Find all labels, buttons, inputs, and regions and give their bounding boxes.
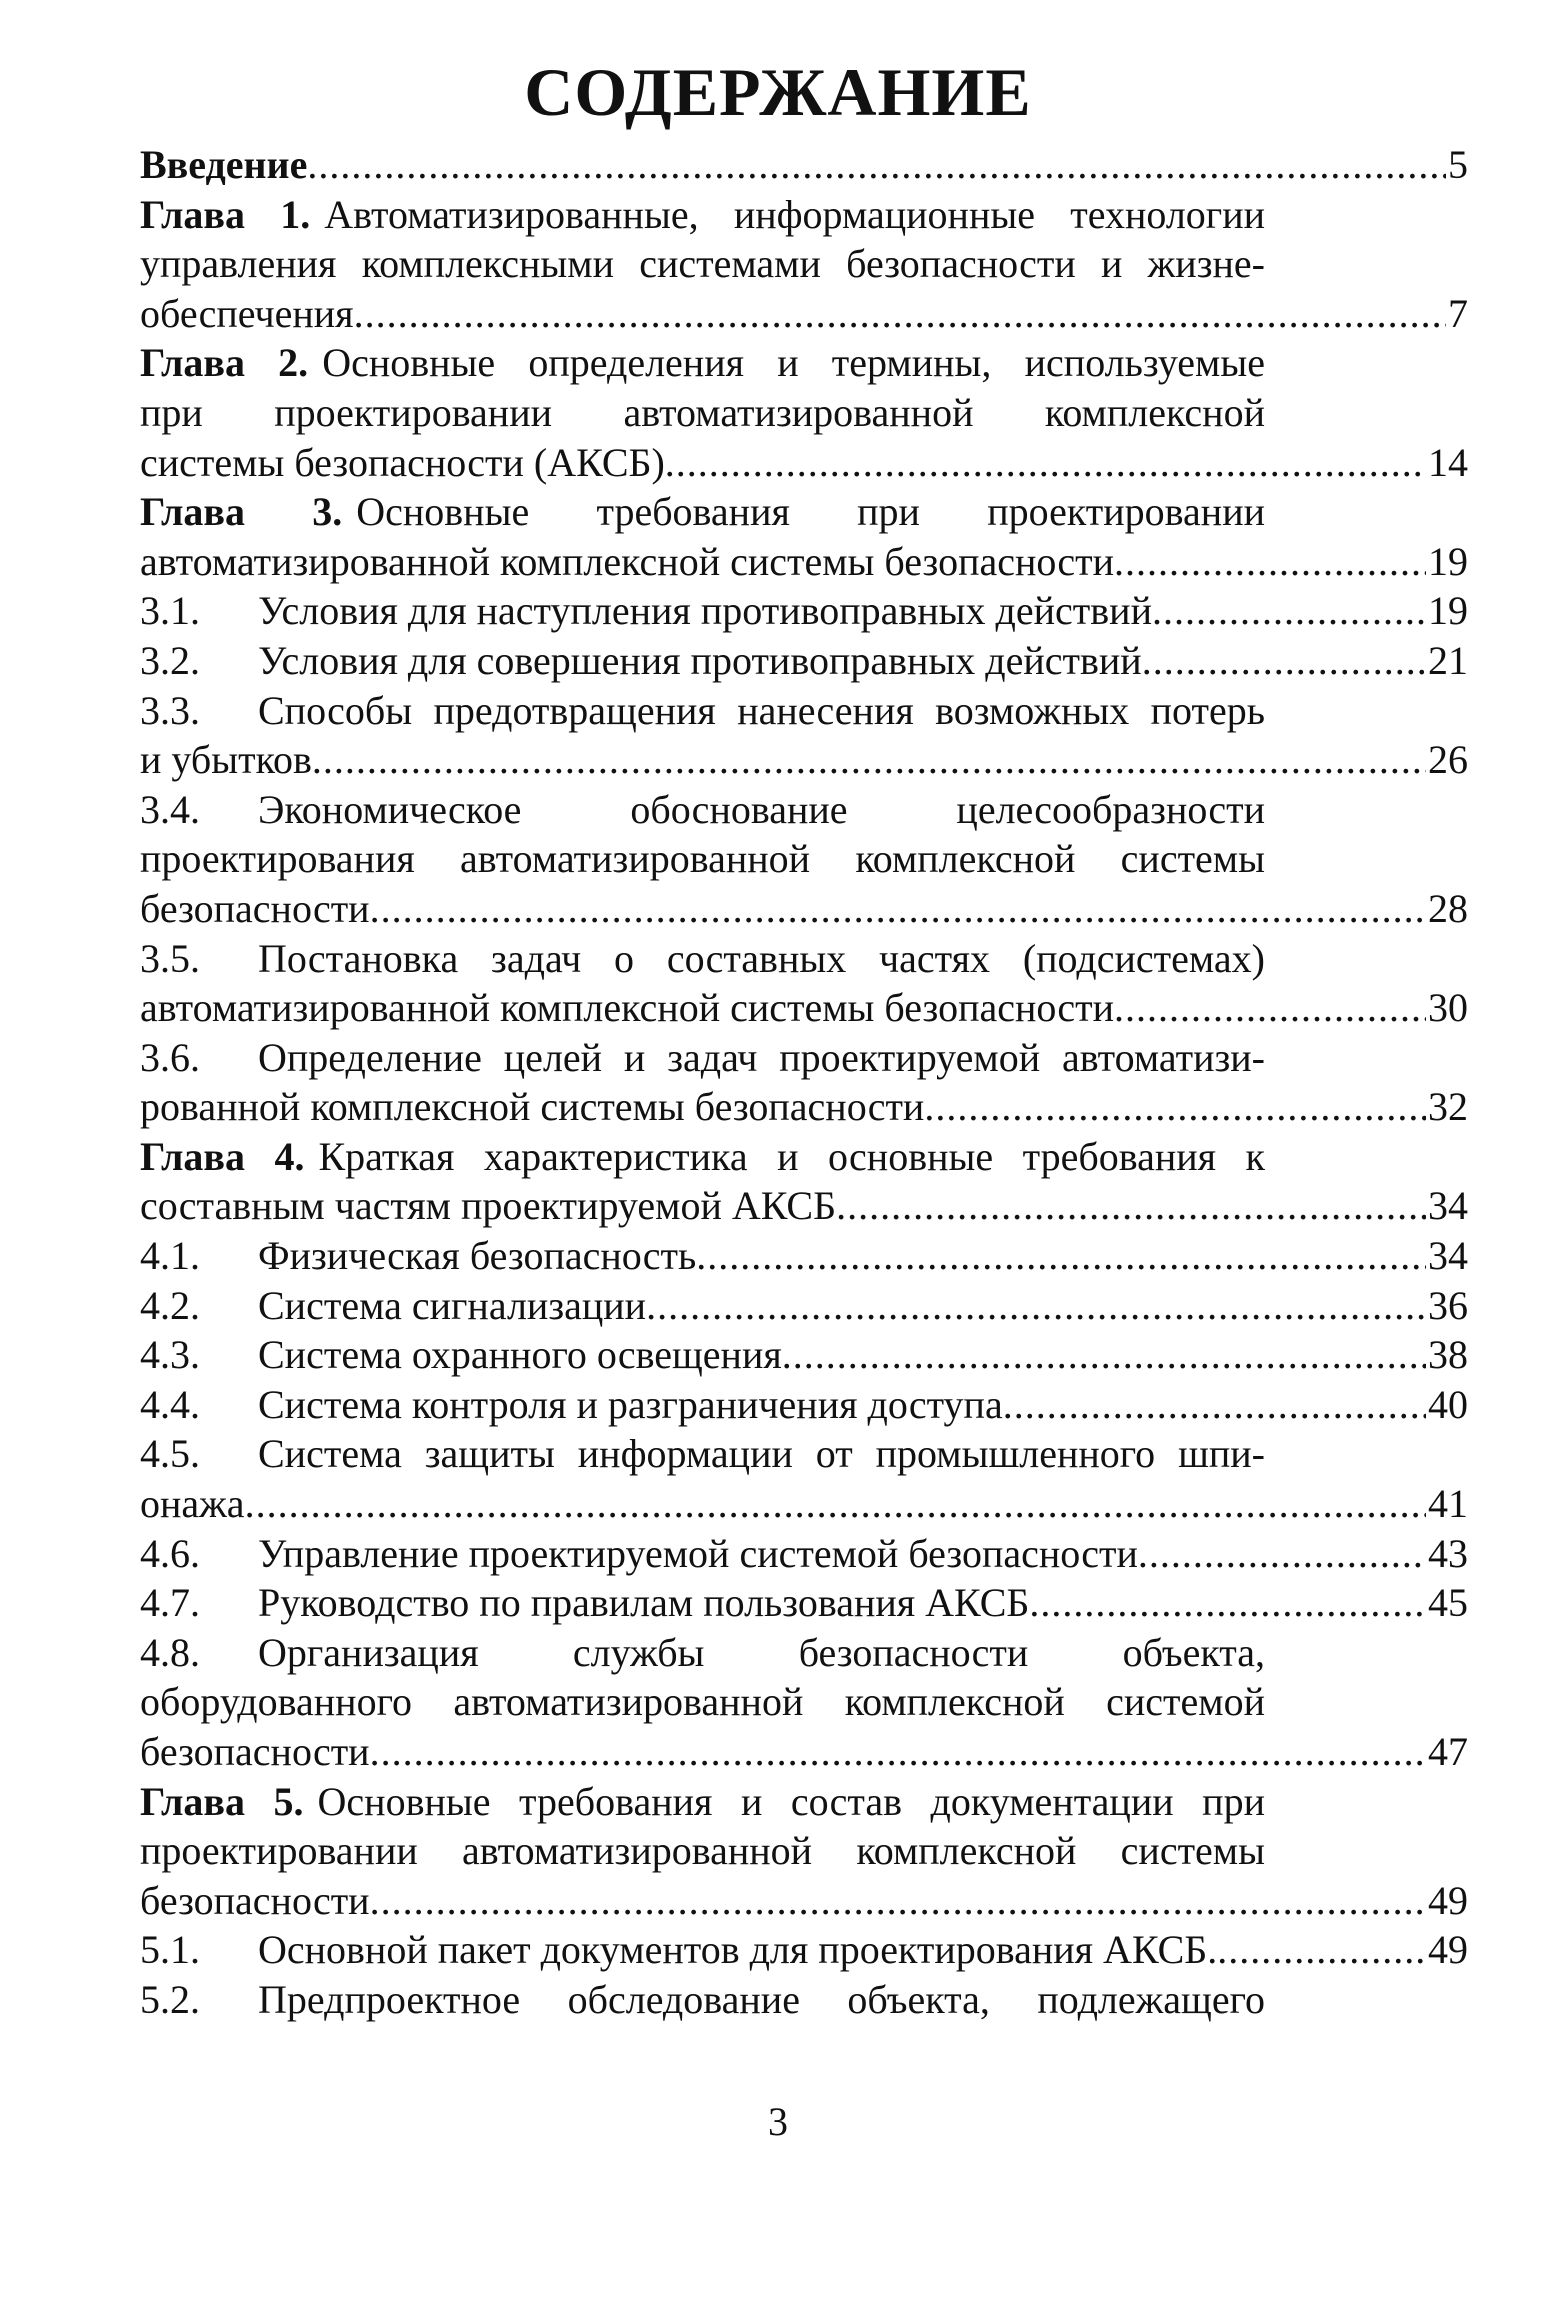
toc-entry-text	[140, 1281, 646, 1331]
toc-page-number: 49	[1428, 1927, 1468, 1973]
section-number: 4.6.	[140, 1530, 200, 1576]
dot-leader	[1114, 983, 1426, 1033]
toc-line	[140, 1231, 1468, 1281]
toc-entry-text	[140, 1578, 1029, 1628]
toc-line-text: Руководство по правилам пользования АКСБ	[258, 1580, 1030, 1626]
toc-line	[140, 934, 1468, 984]
toc-page-number: 5	[1448, 142, 1468, 187]
dot-leader	[307, 140, 1446, 190]
dot-leader	[370, 1727, 1426, 1777]
toc-entry-text	[140, 1231, 696, 1281]
toc-line-text: Система защиты информации от промышленного шпи-	[258, 1431, 1265, 1477]
toc-line-text: Система контроля и разграничения доступа	[258, 1381, 1003, 1427]
toc-entry-text	[140, 487, 1265, 537]
toc-page-number: 38	[1428, 1332, 1468, 1378]
toc-line-text: проектирования автоматизированной комплексной системы	[140, 836, 1265, 882]
dot-leader	[354, 289, 1446, 339]
toc-line-text: Основные определения и термины, используемые	[322, 340, 1266, 386]
toc-entry-text	[140, 1529, 1138, 1579]
toc-entry-text	[140, 1975, 1265, 2025]
toc-line-text: Система сигнализации	[258, 1282, 647, 1328]
toc-line	[140, 834, 1468, 884]
dot-leader	[1142, 636, 1426, 686]
toc-line	[140, 1479, 1468, 1529]
toc-line	[140, 1876, 1468, 1926]
dot-leader	[696, 1231, 1426, 1281]
toc-line-text: Постановка задач о составных частях (подсистемах)	[258, 935, 1265, 981]
toc-entry-text	[140, 537, 1114, 587]
toc-line	[140, 140, 1468, 190]
toc-line	[140, 1033, 1468, 1083]
toc-page-number: 19	[1428, 588, 1468, 634]
section-number: 4.7.	[140, 1580, 200, 1626]
toc-line-text: безопасности	[140, 885, 370, 931]
toc-line-text: Краткая характеристика и основные требования к	[318, 1133, 1265, 1179]
toc-line	[140, 1727, 1468, 1777]
toc-entry-text	[140, 1727, 370, 1777]
dot-leader	[1152, 586, 1426, 636]
dot-leader	[665, 438, 1426, 488]
toc-entry-text	[140, 934, 1265, 984]
toc-line-text: Предпроектное обследование объекта, подлежащего	[258, 1976, 1265, 2022]
toc-line-text: Основной пакет документов для проектирования АКСБ.	[258, 1927, 1218, 1973]
toc-line	[140, 785, 1468, 835]
toc-page-number: 14	[1428, 439, 1468, 485]
dot-leader	[1029, 1578, 1426, 1628]
toc-line	[140, 1082, 1468, 1132]
section-number: 4.2.	[140, 1282, 200, 1328]
toc-entry-text	[140, 1826, 1265, 1876]
toc-line	[140, 636, 1468, 686]
chapter-label: Глава 2.	[140, 340, 309, 386]
toc-entry-text	[140, 1082, 924, 1132]
toc-line-text: обеспечения	[140, 290, 354, 336]
section-number: 3.3.	[140, 687, 200, 733]
chapter-label: Глава 5.	[140, 1778, 304, 1824]
toc-line-text: Автоматизированные, информационные технологии	[324, 191, 1265, 237]
toc-line	[140, 537, 1468, 587]
toc-line	[140, 1181, 1468, 1231]
toc-line-text: системы безопасности (АКСБ)	[140, 439, 665, 485]
toc-line-text: Введение	[140, 142, 308, 187]
section-number: 3.4.	[140, 786, 200, 832]
dot-leader	[370, 1876, 1426, 1926]
toc-entry-text	[140, 1132, 1265, 1182]
toc-page-number: 7	[1448, 290, 1468, 336]
toc-entry-text	[140, 388, 1265, 438]
dot-leader	[1217, 1925, 1426, 1975]
toc-line	[140, 289, 1468, 339]
toc-line	[140, 1380, 1468, 1430]
dot-leader	[1114, 537, 1426, 587]
toc-entry-text	[140, 1876, 370, 1926]
toc-line-text: автоматизированной комплексной системы безопасности	[140, 538, 1115, 584]
toc-page-number: 30	[1428, 985, 1468, 1031]
section-number: 4.4.	[140, 1381, 200, 1427]
toc-entry-text	[140, 1479, 245, 1529]
toc-entry-text	[140, 1033, 1265, 1083]
chapter-label: Глава 3.	[140, 489, 343, 535]
toc-line-text: Организация службы безопасности объекта,	[258, 1629, 1265, 1675]
toc-line	[140, 1281, 1468, 1331]
toc-line	[140, 1529, 1468, 1579]
toc-line-text: Способы предотвращения нанесения возможных потерь	[258, 687, 1265, 733]
toc-line	[140, 1826, 1468, 1876]
toc-line-text: Система охранного освещения	[258, 1332, 782, 1378]
toc-entry-text	[140, 834, 1265, 884]
toc-entry-text	[140, 1628, 1265, 1678]
section-number: 4.1.	[140, 1233, 200, 1279]
toc-entry-text	[140, 586, 1152, 636]
toc-entry-text	[140, 884, 370, 934]
toc-line-text: Экономическое обоснование целесообразности	[258, 786, 1265, 832]
page-title: СОДЕРЖАНИЕ	[524, 54, 1032, 130]
toc-line	[140, 338, 1468, 388]
dot-leader	[245, 1479, 1426, 1529]
toc-entry-text	[140, 686, 1265, 736]
dot-leader	[646, 1281, 1426, 1331]
toc-line-text: Условия для совершения противоправных действий	[258, 637, 1142, 683]
toc-line-text: проектировании автоматизированной комплексной системы	[140, 1828, 1265, 1874]
toc-line-text: Определение целей и задач проектируемой автоматизи-	[258, 1034, 1265, 1080]
chapter-label: Глава 4.	[140, 1133, 305, 1179]
section-number: 3.2.	[140, 637, 200, 683]
toc-entry-text	[140, 190, 1265, 240]
toc-line-text: Условия для наступления противоправных действий	[258, 588, 1152, 634]
dot-leader	[836, 1181, 1426, 1231]
toc-line-text: при проектировании автоматизированной комплексной	[140, 389, 1265, 435]
toc-page-number: 43	[1428, 1530, 1468, 1576]
toc-line	[140, 1677, 1468, 1727]
toc-entry-text	[140, 636, 1142, 686]
toc-line	[140, 487, 1468, 537]
dot-leader	[924, 1082, 1426, 1132]
toc-line-text: Физическая безопасность	[258, 1233, 697, 1279]
toc-entry-text	[140, 1677, 1265, 1727]
toc-page-number: 19	[1428, 538, 1468, 584]
toc-entry-text	[140, 140, 307, 190]
toc-page-number: 21	[1428, 637, 1468, 683]
toc-line	[140, 239, 1468, 289]
toc-line-text: оборудованного автоматизированной комплексной системой	[140, 1679, 1265, 1725]
toc-page-number: 34	[1428, 1233, 1468, 1279]
toc-entry-text	[140, 1380, 1003, 1430]
dot-leader	[782, 1330, 1426, 1380]
toc-line	[140, 190, 1468, 240]
section-number: 3.6.	[140, 1034, 200, 1080]
section-number: 4.5.	[140, 1431, 200, 1477]
toc-line	[140, 1132, 1468, 1182]
toc-line-text: безопасности	[140, 1729, 370, 1774]
toc-entry-text	[140, 438, 665, 488]
toc-entry-text	[140, 239, 1265, 289]
toc-page-number: 32	[1428, 1084, 1468, 1130]
section-number: 5.2.	[140, 1976, 200, 2022]
dot-leader	[1138, 1529, 1426, 1579]
toc-page-number: 34	[1428, 1183, 1468, 1229]
toc-line	[140, 586, 1468, 636]
dot-leader	[370, 884, 1426, 934]
toc-line-text: Основные требования при проектировании	[356, 489, 1265, 535]
chapter-label: Глава 1.	[140, 191, 311, 237]
dot-leader	[312, 735, 1426, 785]
toc-line	[140, 1628, 1468, 1678]
toc-line	[140, 1429, 1468, 1479]
toc-page-number: 26	[1428, 737, 1468, 783]
toc-line-text: онажа	[140, 1481, 245, 1527]
toc-page-number: 47	[1428, 1729, 1468, 1774]
dot-leader	[1003, 1380, 1426, 1430]
toc-line	[140, 884, 1468, 934]
toc-entry-text	[140, 1925, 1217, 1975]
toc-entry-text	[140, 983, 1114, 1033]
toc-entry-text	[140, 735, 312, 785]
toc-line-text: Основные требования и состав документации при	[317, 1778, 1265, 1824]
section-number: 5.1.	[140, 1927, 200, 1973]
toc-line	[140, 686, 1468, 736]
toc-line	[140, 1578, 1468, 1628]
toc-page-number: 41	[1428, 1481, 1468, 1527]
toc-line	[140, 735, 1468, 785]
toc-line	[140, 1330, 1468, 1380]
toc-page-number: 45	[1428, 1580, 1468, 1626]
toc-entry-text	[140, 1429, 1265, 1479]
toc-page-number: 36	[1428, 1282, 1468, 1328]
section-number: 4.3.	[140, 1332, 200, 1378]
toc-page-number: 28	[1428, 885, 1468, 931]
toc-entry-text	[140, 1777, 1265, 1827]
toc-line	[140, 438, 1468, 488]
page-number: 3	[768, 2099, 788, 2144]
toc-line-text: и убытков	[140, 737, 312, 783]
table-of-contents	[140, 140, 1468, 2025]
toc-line-text: Управление проектируемой системой безопасности	[258, 1530, 1138, 1576]
toc-line-text: рованной комплексной системы безопасности	[140, 1084, 925, 1130]
section-number: 3.5.	[140, 935, 200, 981]
toc-entry-text	[140, 785, 1265, 835]
toc-line	[140, 1975, 1468, 2025]
toc-line-text: составным частям проектируемой АКСБ	[140, 1183, 837, 1229]
toc-line	[140, 388, 1468, 438]
toc-entry-text	[140, 1330, 782, 1380]
toc-line-text: безопасности	[140, 1877, 370, 1923]
toc-page-number: 40	[1428, 1381, 1468, 1427]
toc-line-text: управления комплексными системами безопасности и жизне-	[140, 241, 1265, 287]
toc-line	[140, 1925, 1468, 1975]
toc-page-number: 49	[1428, 1877, 1468, 1923]
toc-line	[140, 1777, 1468, 1827]
toc-entry-text	[140, 289, 354, 339]
section-number: 3.1.	[140, 588, 200, 634]
toc-entry-text	[140, 1181, 836, 1231]
toc-line-text: автоматизированной комплексной системы безопасности	[140, 985, 1115, 1031]
toc-line	[140, 983, 1468, 1033]
toc-entry-text	[140, 338, 1265, 388]
section-number: 4.8.	[140, 1629, 200, 1675]
